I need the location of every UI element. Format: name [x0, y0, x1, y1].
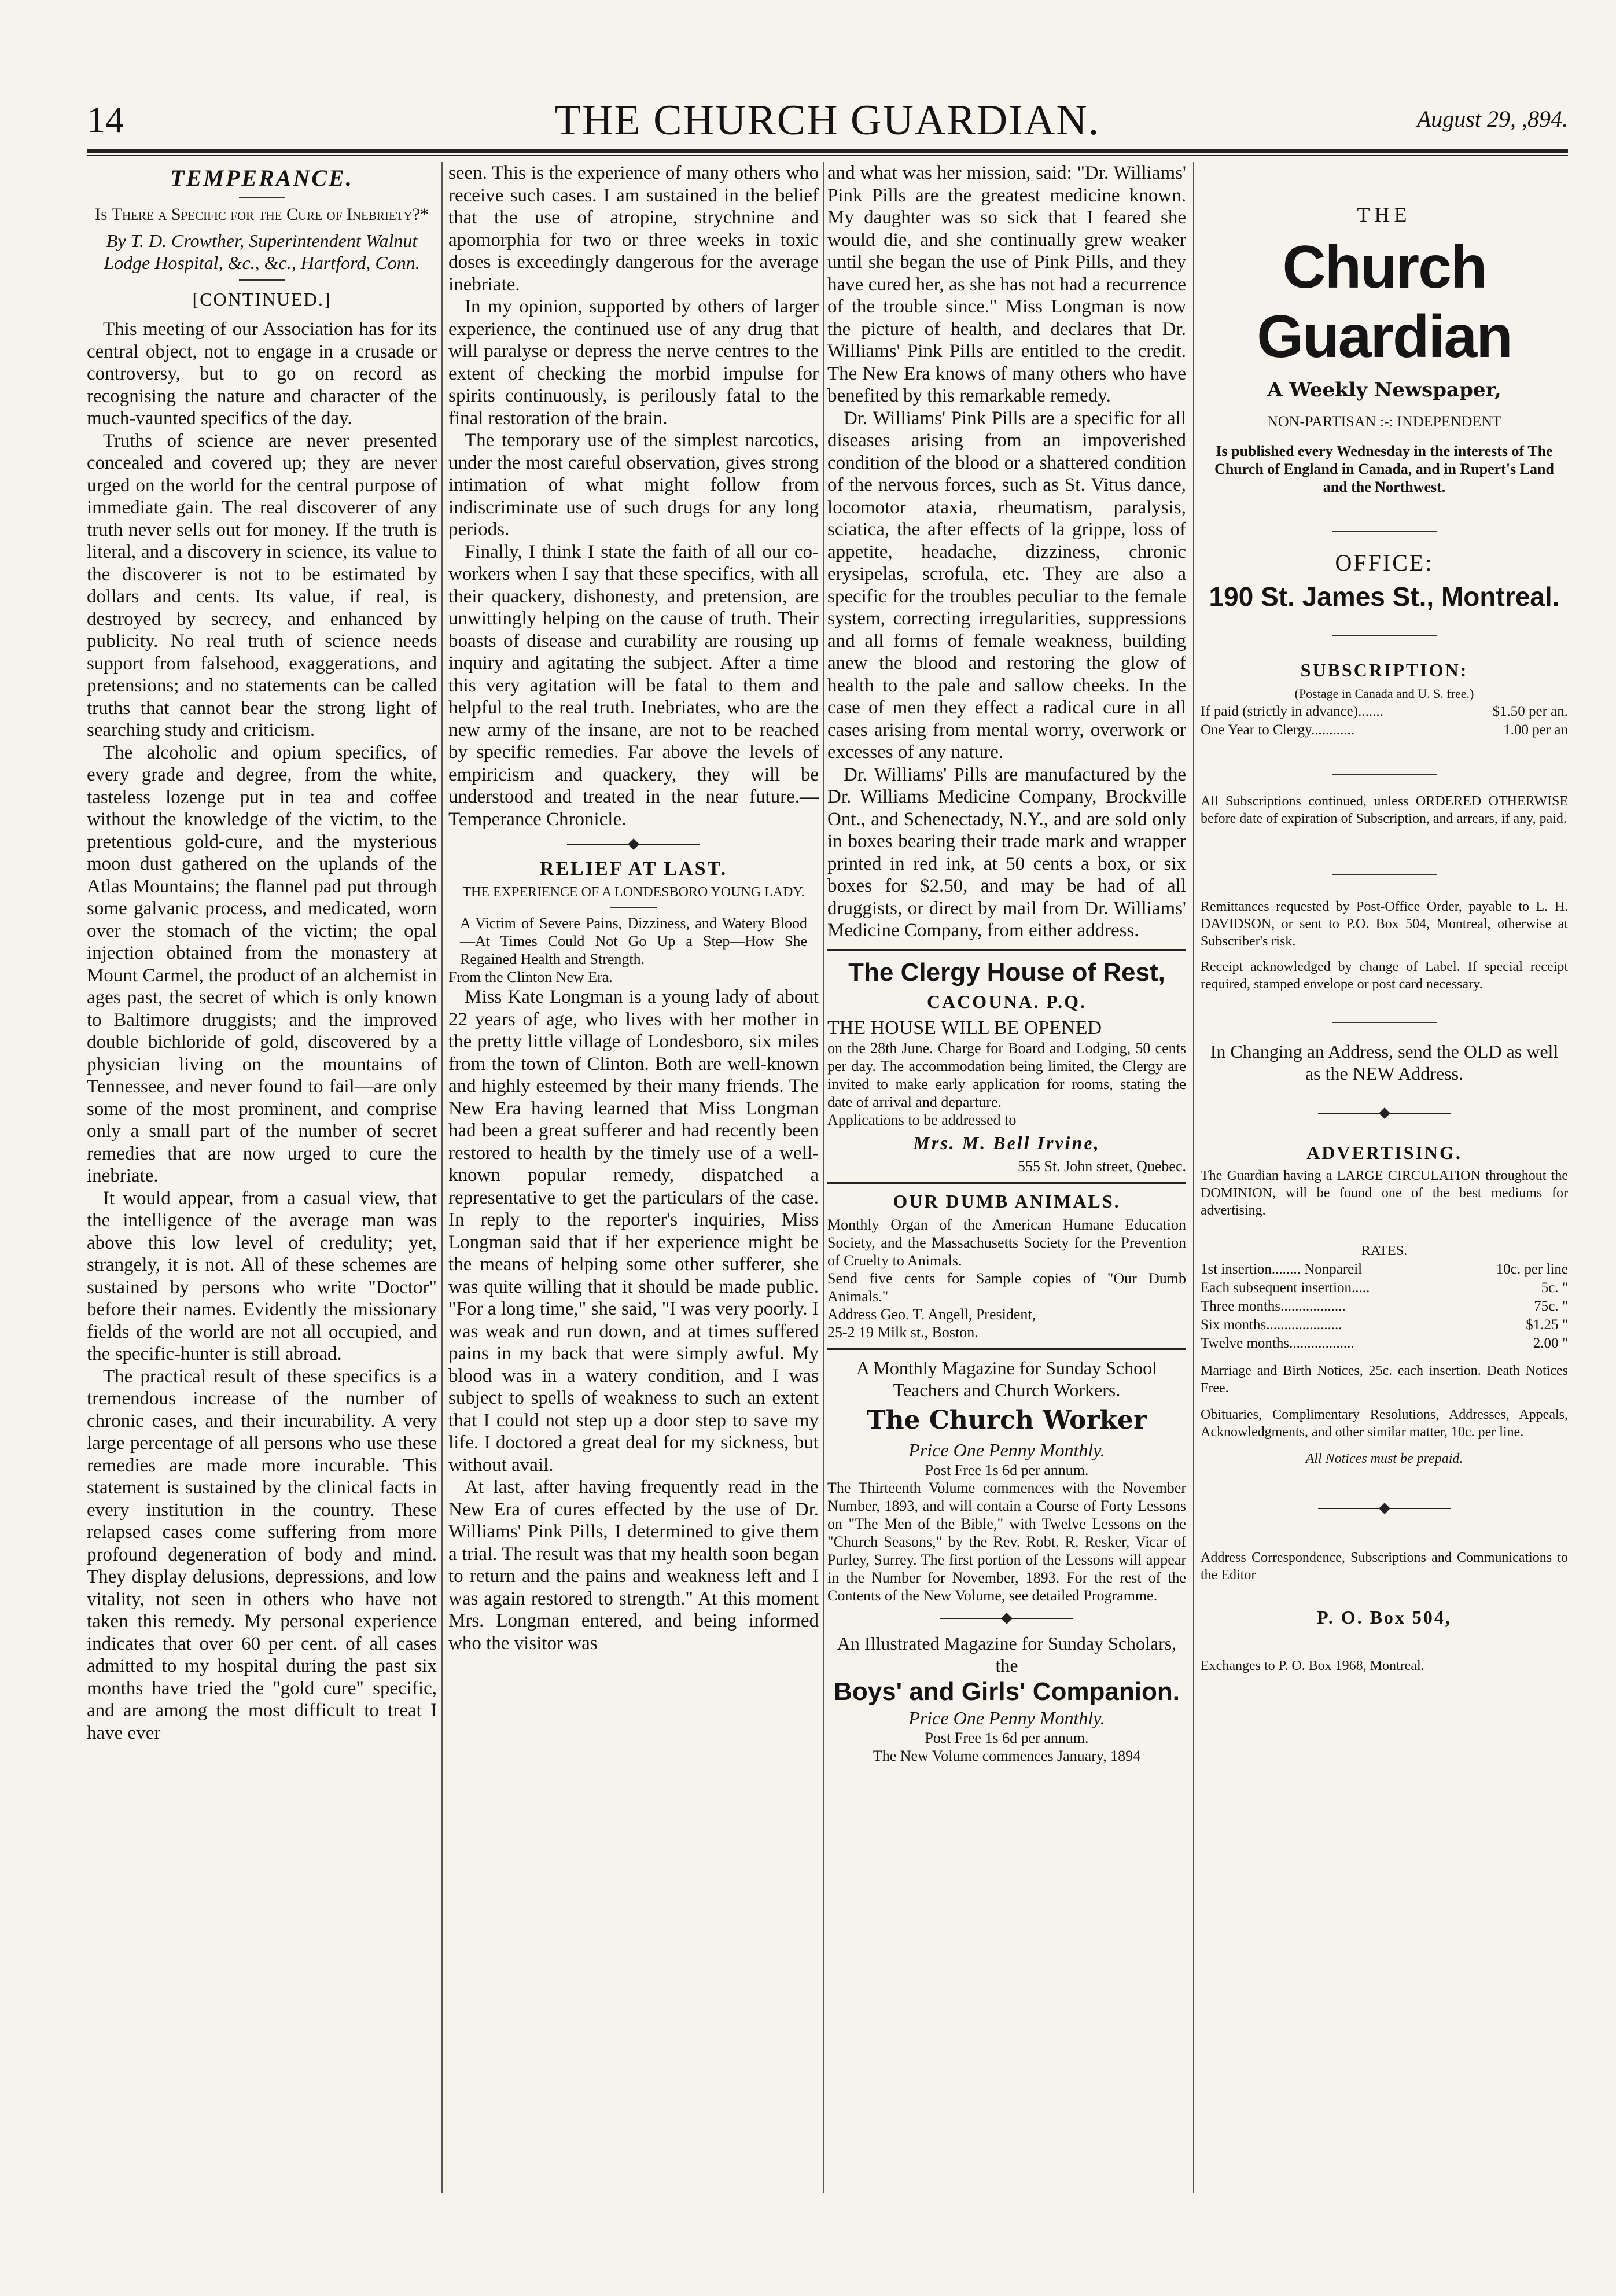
ad-rate-row [1201, 1297, 1568, 1316]
article-heading-relief: RELIEF AT LAST. [539, 858, 728, 880]
ad-rate-row [1201, 1260, 1568, 1279]
paragraph: seen. This is the experience of many others who receive such cases. I am sustained in the belief that the use of atropine, strychnine and apomorphia for two or three weeks in toxic doses is exceedingly dangerous for the average inebriate. [448, 163, 819, 295]
divider [1332, 635, 1437, 636]
divider [1332, 774, 1437, 775]
ad-text: Send five cents for Sample copies of "Our Dumb Animals." [827, 1270, 1186, 1305]
article-source: From the Clinton New Era. [448, 969, 613, 985]
ad-price: Price One Penny Monthly. [908, 1707, 1105, 1728]
subscription-rate-row [1201, 702, 1568, 721]
column-divider [1193, 162, 1194, 2193]
ad-post: Post Free 1s 6d per annum. [925, 1461, 1089, 1478]
office-label: OFFICE: [1335, 550, 1434, 576]
ad-text: on the 28th June. Charge for Board and Lodging, 50 cents per day. The accommodation being limited, the Clergy are invited to make early application for rooms, stating the date of arrival and departure. [827, 1039, 1186, 1110]
paragraph: Dr. Williams' Pink Pills are a specific for all diseases arising from an impoverished condition of the blood or a shattered condition of the nervous forces, such as St. Vitus dance, locomotor ataxia, rheumatism, paralysis, sciatica, the after effects of la grippe, loss of appetite, headache, dizziness, chronic erysipelas, scrofula, etc. They are also a specific for the troubles peculiar to the female system, correcting irregularities, suppressions and all forms of female weakness, building anew the blood and restoring the glow of health to the pale and sallow cheeks. In the case of men they effect a radical cure in all cases arising from mental worry, overwork or excesses of any nature. [827, 407, 1186, 763]
page-header [87, 98, 1568, 145]
byline: By T. D. Crowther, Superintendent Walnut Lodge Hospital, &c., &c., Hartford, Conn. [104, 230, 420, 273]
ornament-divider [1318, 1503, 1451, 1514]
paragraph: This meeting of our Association has for its central object, not to engage in a crusade or controversy, but to go on record as recognising the nature and character of the much-vaunted specifics of the day. [87, 319, 437, 429]
exchanges-note: Exchanges to P. O. Box 1968, Montreal. [1201, 1658, 1424, 1673]
advertising-heading: ADVERTISING. [1306, 1142, 1462, 1163]
rate-label: Twelve months.................. [1201, 1335, 1354, 1351]
rate-label: Three months.................. [1201, 1298, 1346, 1314]
obituary-rates: Obituaries, Complimentary Resolutions, Addresses, Appeals, Acknowledgments, and other similar matter, 10c. per line. [1201, 1407, 1568, 1440]
column-divider [823, 162, 824, 2193]
subscription-note: All Subscriptions continued, unless ORDERED OTHERWISE before date of expiration of Subscription, and arrears, if any, paid. [1201, 794, 1568, 826]
paragraph: and what was her mission, said: "Dr. Williams' Pink Pills are the greatest medicine known. My daughter was so sick that I feared she would die, and she continually grew weaker until she began the use of Pink Pills, and they have cured her, as she has not had a recurrence of the trouble since." Miss Longman is now the picture of health, and declares that Dr. Williams' Pink Pills are entitled to the credit. The New Era knows of many others who have benefited by this remarkable remedy. [827, 163, 1186, 406]
ad-apply: Applications to be addressed to [827, 1111, 1017, 1128]
ad-text: The Thirteenth Volume commences with the November Number, 1893, and will contain a Course of Forty Lessons on "The Men of the Bible," with Twelve Lessons on the "Church Seasons," by the Rev. Robt. R. Resker, Vicar of Purley, Surrey. The first portion of the Lessons will appear in the Number for November, 1893. For the rest of the Contents of the New Volume, see detailed Programme. [827, 1479, 1186, 1604]
ad-rate-row [1201, 1316, 1568, 1334]
masthead-title: Church Guardian [1257, 234, 1512, 370]
ad-price: Price One Penny Monthly. [908, 1439, 1105, 1460]
column-4 [1201, 162, 1568, 2199]
page-number: 14 [87, 99, 124, 140]
ad-title-dumb-animals: OUR DUMB ANIMALS. [893, 1190, 1121, 1212]
newspaper-title: THE CHURCH GUARDIAN. [554, 97, 1100, 144]
ad-post: Post Free 1s 6d per annum. [925, 1729, 1089, 1746]
continued-label: [CONTINUED.] [192, 289, 332, 310]
masthead-subtitle: A Weekly Newspaper, [1267, 378, 1501, 402]
divider [1332, 874, 1437, 875]
ad-intro: A Monthly Magazine for Sunday School Teachers and Church Workers. [856, 1357, 1157, 1400]
divider [239, 197, 285, 198]
ad-address-line: Address Geo. T. Angell, President, [827, 1305, 1036, 1323]
paragraph: The practical result of these specifics is a tremendous increase of the number of chronic cases, and their incurability. A very large percentage of all persons who use these remedies are made more incurable. This statement is sustained by the clinical facts in every institution in the country. These relapsed cases come suffering from more profound degeneration of body and mind. They display delusions, depressions, and low vitality, not seen in others who have not taken this remedy. My personal experience indicates that over 60 per cent. of all cases admitted to my hospital during the past six months have tried the "gold cure" specific, and are among the most difficult to treat I have ever [87, 1366, 437, 1743]
ad-address-line: 25-2 19 Milk st., Boston. [827, 1323, 978, 1341]
ad-title-boys-girls: Boys' and Girls' Companion. [834, 1677, 1180, 1706]
prepaid-note: All Notices must be prepaid. [1305, 1451, 1463, 1466]
ad-rule [827, 1182, 1186, 1184]
issue-date: August 29, ,894. [1416, 106, 1568, 132]
rate-label: Each subsequent insertion..... [1201, 1280, 1370, 1296]
subscription-rate-row [1201, 721, 1568, 739]
divider [610, 907, 657, 908]
paragraph: In my opinion, supported by others of larger experience, the continued use of any drug that will paralyse or depress the nerve centres to the extent of checking the morbid impulse for spirits continuously, is perilously fatal to the final restoration of the brain. [448, 296, 819, 429]
rate-value: 75c. " [1534, 1298, 1568, 1314]
rate-value: 10c. per line [1496, 1261, 1568, 1277]
article-summary: A Victim of Severe Pains, Dizziness, and Watery Blood—At Times Could Not Go Up a Step—How She Regained Health and Strength. [460, 915, 807, 967]
ad-intro: An Illustrated Magazine for Sunday Scholars, the [837, 1632, 1177, 1676]
paragraph: The alcoholic and opium specifics, of every grade and degree, from the white, tasteless lozenge put in tea and coffee without the knowledge of the victim, to the pretentious gold-cure, and the mysterious moon dust gathered on the uplands of the Atlas Mountains; the flannel pad put through some galvanic process, and medicated, worn over the stomach of the victim; the opal injection obtained from the monastery at Mount Carmel, the product of an alchemist in ages past, the secret of which is only known to Baltimore druggists; and the improved double bichloride of gold, discovered by a physician living on the mountains of Tennessee, and never found to fail—are only some of the most prominent, and comprise only a small part of the number of secret remedies that are now urged to cure the inebriate. [87, 742, 437, 1186]
paragraph: Finally, I think I state the faith of all our co-workers when I say that these specifics, with all their quackery, dishonesty, and pretension, are unwittingly helping on the cause of truth. Their boasts of disease and curability are rousing up inquiry and agitating the subject. After a time this very agitation will be fatal to them and helpful to the real truth. Inebriates, who are the new army of the insane, are not to be reached by specific remedies. Far above the levels of empiricism and quackery, they will be understood and treated in the near future.—Temperance Chronicle. [448, 541, 819, 830]
ad-contact-name: Mrs. M. Bell Irvine, [913, 1132, 1100, 1153]
header-rule-thick [87, 149, 1568, 153]
ad-volume: The New Volume commences January, 1894 [873, 1747, 1141, 1764]
paragraph: Miss Kate Longman is a young lady of about 22 years of age, who lives with her mother in the pretty little village of Londesboro, six miles from the town of Clinton. Both are well-known and highly esteemed by their many friends. The New Era having learned that Miss Longman had been a great sufferer and had recently been restored to health by the timely use of a well-known popular remedy, dispatched a representative to get the particulars of the case. In reply to the reporter's inquiries, Miss Longman said that if her experience might be the means of helping some other sufferer, she was quite willing that it should be made public. "For a long time," she said, "I was very poorly. I was weak and run down, and at times suffered pains in my back that were simply awful. My blood was in a watery condition, and I was subject to spells of weakness to such an extent that I could not step up a door step to save my life. I doctored a great deal for my sickness, but without avail. [448, 987, 819, 1476]
rate-label: Six months..................... [1201, 1317, 1342, 1333]
rate-value: $1.25 " [1526, 1317, 1568, 1333]
rates-heading: RATES. [1361, 1243, 1408, 1259]
rate-label: If paid (strictly in advance)....... [1201, 704, 1383, 719]
section-heading-temperance: TEMPERANCE. [170, 165, 354, 191]
article-question: Is There a Specific for the Cure of Inebriety?* [95, 205, 429, 224]
paragraph: Dr. Williams' Pills are manufactured by the Dr. Williams Medicine Company, Brockville Ont., and Schenectady, N.Y., and are sold only in boxes bearing their trade mark and wrapper printed in red ink, at 50 cents a box, or six boxes for $2.50, and may be had of all druggists, or direct by mail from Dr. Williams' Medicine Company, from either address. [827, 764, 1186, 941]
divider [239, 279, 285, 281]
rate-value: 5c. " [1541, 1280, 1568, 1296]
ad-place: CACOUNA. P.Q. [926, 991, 1087, 1012]
column-2 [448, 162, 819, 2199]
ornament-divider [940, 1613, 1073, 1624]
ad-rule [827, 949, 1186, 951]
rate-value: 1.00 per an [1503, 722, 1568, 738]
po-box: P. O. Box 504, [1317, 1607, 1452, 1628]
marriage-notice-rates: Marriage and Birth Notices, 25c. each insertion. Death Notices Free. [1201, 1363, 1568, 1396]
ad-rate-row [1201, 1334, 1568, 1353]
column-3 [827, 162, 1186, 2199]
ad-rule [827, 1348, 1186, 1350]
paragraph: At last, after having frequently read in the New Era of cures effected by the use of Dr. Williams' Pink Pills, I determined to give them a trial. The result was that my health soon began to return and the pains and weakness left and I was again restored to strength." At this moment Mrs. Longman entered, and being informed who the visitor was [448, 1477, 819, 1654]
ad-contact-address: 555 St. John street, Quebec. [1017, 1157, 1186, 1175]
receipt-note: Receipt acknowledged by change of Label. If special receipt required, stamped envelope or post card necessary. [1201, 959, 1568, 992]
postage-note: (Postage in Canada and U. S. free.) [1294, 686, 1474, 701]
masthead-the: THE [1357, 203, 1412, 226]
column-divider [441, 162, 443, 2193]
remittance-note: Remittances requested by Post-Office Order, payable to L. H. DAVIDSON, or sent to P.O. Box 504, Montreal, otherwise at Subscriber's risk. [1201, 899, 1568, 949]
ornament-divider [1318, 1107, 1451, 1119]
subscription-heading: SUBSCRIPTION: [1300, 660, 1468, 680]
paragraph: The temporary use of the simplest narcotics, under the most careful observation, gives strong intimation of what might follow from indiscriminate use of such drugs for any long periods. [448, 430, 819, 540]
ad-rate-row [1201, 1279, 1568, 1297]
column-1 [87, 162, 437, 2199]
advertising-text: The Guardian having a LARGE CIRCULATION throughout the DOMINION, will be found one of the best mediums for advertising. [1201, 1168, 1568, 1218]
correspondence-note: Address Correspondence, Subscriptions and Communications to the Editor [1201, 1550, 1568, 1583]
ad-text: Monthly Organ of the American Humane Education Society, and the Massachusetts Society for the Prevention of Cruelty to Animals. [827, 1216, 1186, 1269]
change-address-note: In Changing an Address, send the OLD as well as the NEW Address. [1210, 1041, 1559, 1084]
paragraph: Truths of science are never presented concealed and covered up; they are never urged on the world for the central purpose of immediate gain. The real discoverer of any truth never sells out for money. If the truth is literal, and a discovery in science, its value to the discoverer is not to be estimated by dollars and cents. Its value, if real, is destroyed by secrecy, and enhanced by publicity. No real truth of science needs support from falsehood, exaggerations, and pretensions; and no statements can be called truths that cannot bear the strong light of searching study and criticism. [87, 430, 437, 741]
divider [1332, 531, 1437, 532]
rate-label: One Year to Clergy............ [1201, 722, 1354, 738]
rate-value: $1.50 per an. [1492, 704, 1568, 719]
ad-lead: THE HOUSE WILL BE OPENED [827, 1017, 1102, 1039]
rate-label: 1st insertion........ Nonpareil [1201, 1261, 1363, 1277]
office-address: 190 St. James St., Montreal. [1209, 582, 1560, 612]
rate-value: 2.00 " [1533, 1335, 1568, 1351]
article-subheading: THE EXPERIENCE OF A LONDESBORO YOUNG LADY. [462, 885, 805, 900]
masthead-nonpartisan: NON-PARTISAN :-: INDEPENDENT [1267, 413, 1501, 430]
ad-title-church-worker: The Church Worker [866, 1405, 1147, 1435]
masthead-description: Is published every Wednesday in the interests of The Church of England in Canada, and in Rupert's Land and the Northwest. [1214, 443, 1554, 495]
header-rule-thin [87, 155, 1568, 156]
ornament-divider [567, 838, 700, 850]
paragraph: It would appear, from a casual view, that the intelligence of the average man was above this low level of credulity; yet, strangely, it is not. All of these schemes are sustained by persons who write "Doctor" before their names. Evidently the missionary fields of the world are not all occupied, and the specific-hunter is still abroad. [87, 1187, 437, 1364]
ad-title-clergy-house: The Clergy House of Rest, [848, 958, 1165, 987]
divider [1332, 1022, 1437, 1023]
